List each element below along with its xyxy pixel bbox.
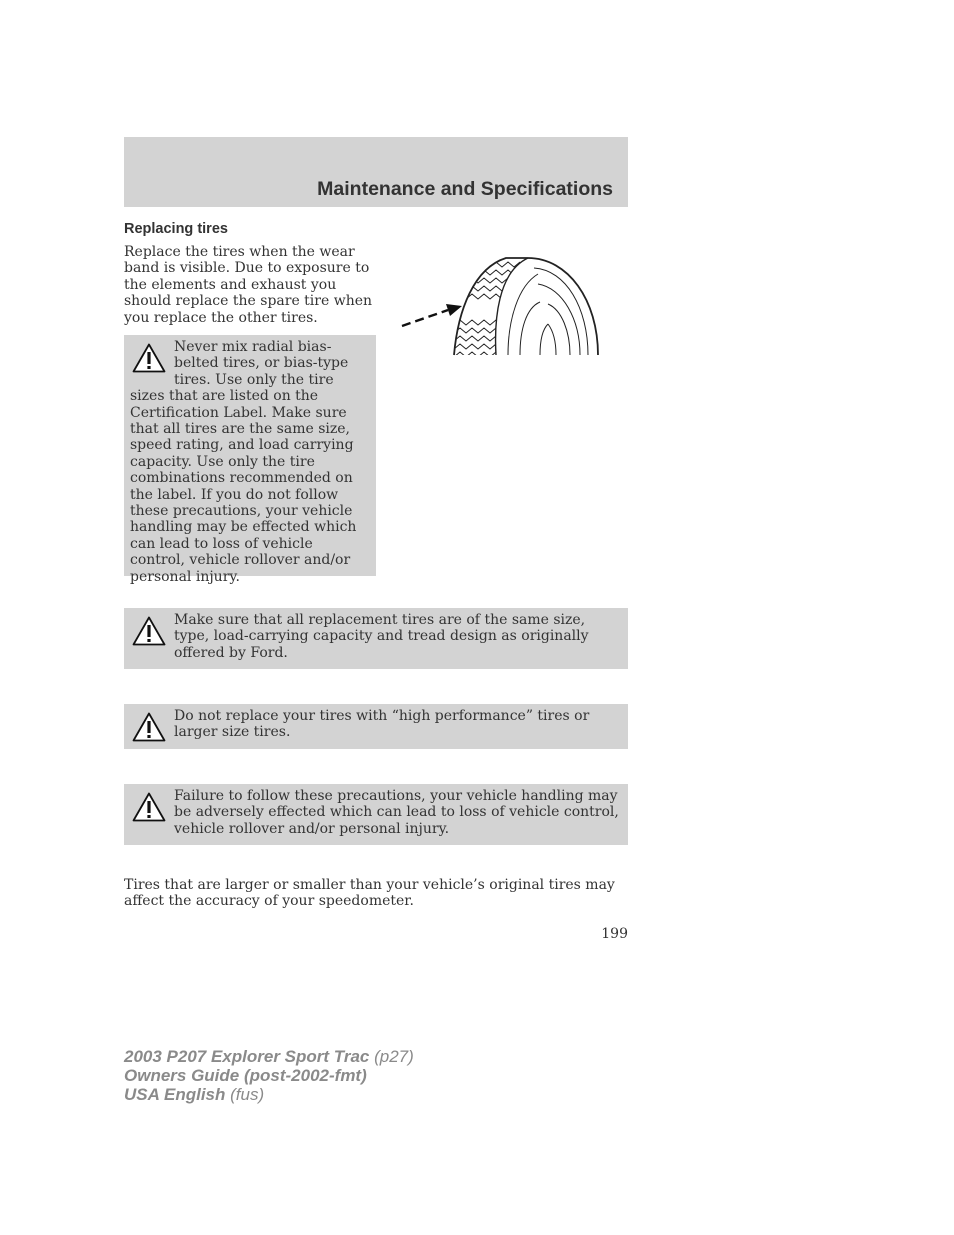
warning-triangle-icon (132, 616, 166, 646)
warning-box-replacement-tires (124, 608, 628, 669)
warning-box-precautions (124, 784, 628, 845)
closing-paragraph: Tires that are larger or smaller than your vehicle’s original tires may affect the accuracy of your speedometer. (124, 877, 615, 910)
warning-text: Make sure that all replacement tires are of the same size, type, load-carrying capacity and tread design as originally offered by Ford. (174, 612, 589, 661)
warning-text: Do not replace your tires with “high performance” tires or larger size tires. (174, 708, 590, 741)
warning-triangle-icon (132, 712, 166, 742)
footer-line-3 (124, 1085, 414, 1104)
header-band (124, 137, 628, 207)
tire-illustration (398, 250, 604, 362)
page-title: Maintenance and Specifications (317, 178, 613, 200)
warning-triangle-icon (132, 792, 166, 822)
footer-model: 2003 P207 Explorer Sport Trac (124, 1047, 370, 1066)
footer-guide: Owners Guide (post-2002-fmt) (124, 1066, 367, 1085)
document-footer (124, 1047, 414, 1104)
page-number: 199 (601, 926, 628, 942)
warning-text: Failure to follow these precautions, your vehicle handling may be adversely effected which can lead to loss of vehicle control, vehicle rollover and/or personal injury. (174, 788, 619, 837)
footer-line-2 (124, 1066, 414, 1085)
footer-language-code: (fus) (230, 1085, 265, 1104)
intro-paragraph: Replace the tires when the wear band is visible. Due to exposure to the elements and exhaust you should replace the spare tire when you replace the other tires. (124, 244, 373, 326)
footer-model-code: (p27) (374, 1047, 414, 1066)
warning-triangle-icon (132, 343, 166, 373)
footer-line-1 (124, 1047, 414, 1066)
warning-box-high-performance (124, 704, 628, 749)
warning-box-mixing-tires (124, 335, 376, 585)
warning-text: Never mix radial bias-belted tires, or bias-type tires. Use only the tire sizes that are listed on the Certification Label. Make sure that all tires are the same size, speed rating, and load carrying capacity. Use only the tire combinations recommended on the label. If you do not follow these precautions, your vehicle handling may be effected which can lead to loss of vehicle control, vehicle rollover and/or personal injury. (130, 339, 357, 585)
section-heading: Replacing tires (124, 221, 228, 237)
footer-language: USA English (124, 1085, 226, 1104)
